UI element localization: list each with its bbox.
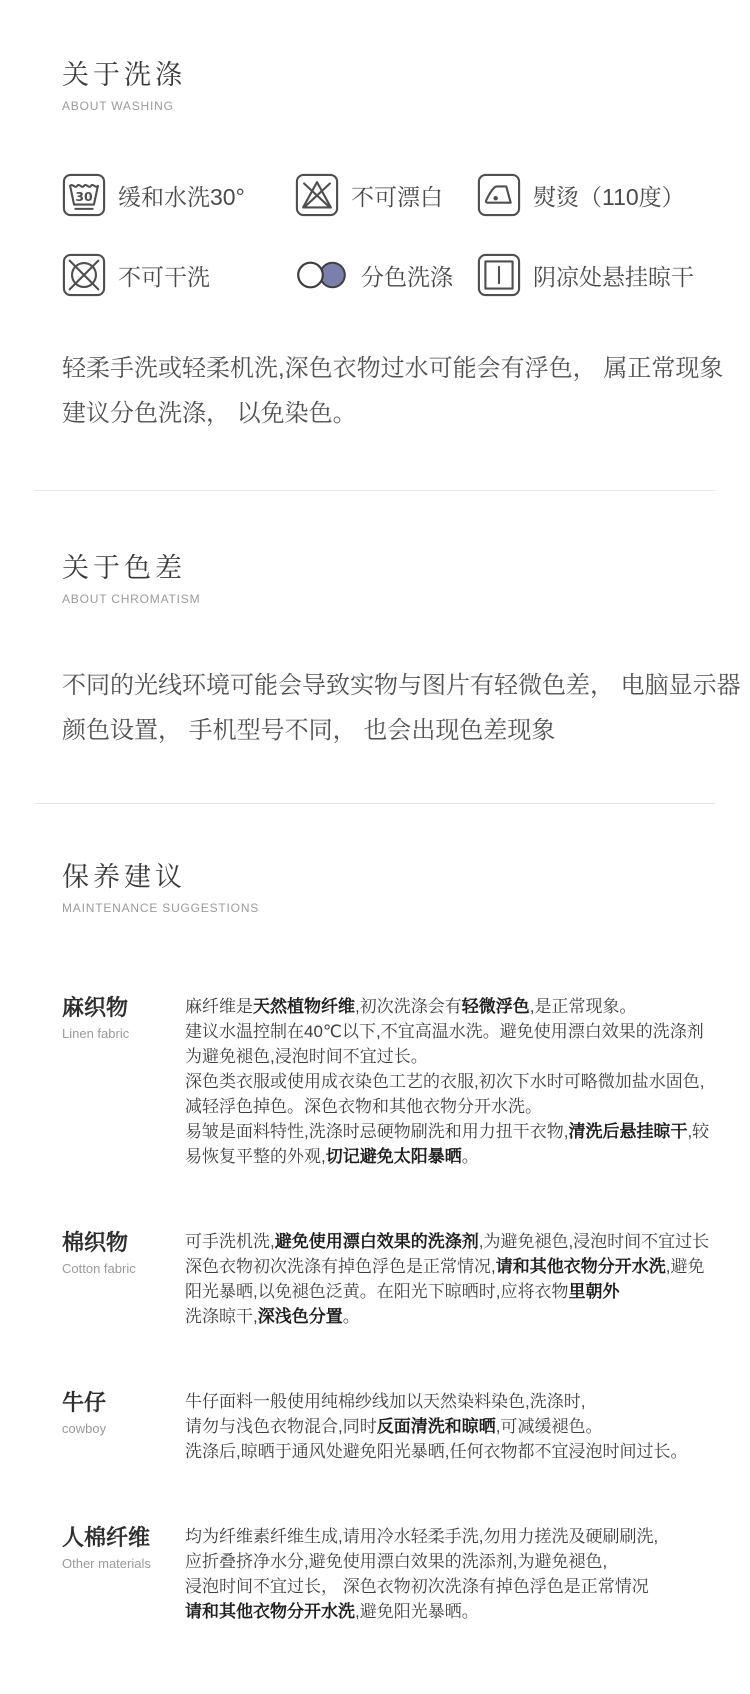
fabric-name-en: Linen fabric	[62, 1026, 130, 1041]
fabric-name-en: Other materials	[62, 1556, 151, 1571]
chromatism-section	[0, 491, 750, 753]
fabric-description-line: 应折叠挤净水分,避免使用漂白效果的洗添剂,为避免褪色,	[185, 1552, 608, 1571]
paragraph-line: 轻柔手洗或轻柔机洗,深色衣物过水可能会有浮色， 属正常现象	[62, 355, 724, 382]
fabric-description-line: 浸泡时间不宜过长， 深色衣物初次洗涤有掉色浮色是正常情况	[185, 1577, 649, 1596]
fabric-description-line: 减轻浮色掉色。深色衣物和其他衣物分开水洗。	[185, 1097, 542, 1116]
fabric-description-line: 易皱是面料特性,洗涤时忌硬物刷洗和用力扭干衣物,清洗后悬挂晾干,较	[185, 1122, 710, 1141]
washing-section-subtitle: ABOUT WASHING	[62, 99, 174, 113]
fabric-description	[185, 994, 709, 1169]
fabric-description	[185, 1389, 688, 1464]
fabric-description	[185, 1229, 709, 1329]
svg-text:30: 30	[75, 189, 93, 205]
chromatism-section-title: 关于色差	[62, 553, 186, 583]
wash-30-icon	[62, 173, 106, 217]
fabric-description-line: 均为纤维素纤维生成,请用冷水轻柔手洗,勿用力搓洗及硬刷刷洗,	[185, 1527, 659, 1546]
fabric-row	[62, 994, 710, 1169]
fabric-row	[62, 1389, 688, 1464]
fabric-description-line: 建议水温控制在40℃以下,不宜高温水洗。避免使用漂白效果的洗涤剂	[185, 1022, 704, 1041]
care-icon-label: 分色洗涤	[361, 263, 453, 290]
washing-section-title: 关于洗涤	[62, 60, 186, 90]
fabric-name: 牛仔	[62, 1390, 107, 1415]
paragraph-line: 建议分色洗涤， 以免染色。	[62, 400, 357, 427]
fabric-description-line: 请勿与浅色衣物混合,同时反面清洗和晾晒,可减缓褪色。	[185, 1417, 603, 1436]
fabric-list	[62, 994, 710, 1693]
care-icon-label: 不可漂白	[351, 183, 443, 210]
fabric-name-block	[62, 1389, 185, 1436]
fabric-name-en: cowboy	[62, 1421, 107, 1436]
maintenance-section-title: 保养建议	[62, 862, 186, 892]
care-icon-item	[62, 252, 295, 298]
chromatism-section-subtitle: ABOUT CHROMATISM	[62, 592, 201, 606]
iron-110-icon	[477, 173, 521, 217]
fabric-description-line: 洗涤后,晾晒于通风处避免阳光暴晒,任何衣物都不宜浸泡时间过长。	[185, 1442, 688, 1461]
fabric-name-block	[62, 1229, 185, 1276]
fabric-name: 人棉纤维	[62, 1525, 151, 1550]
care-icon-item	[477, 172, 694, 218]
hang-dry-shade-icon	[477, 253, 521, 297]
paragraph-line: 不同的光线环境可能会导致实物与图片有轻微色差， 电脑显示器	[62, 672, 741, 699]
washing-section	[0, 0, 750, 436]
care-icon-label: 熨烫（110度）	[533, 183, 685, 210]
fabric-description-line: 为避免褪色,浸泡时间不宜过长。	[185, 1047, 428, 1066]
care-icon-item	[477, 252, 694, 298]
fabric-description-line: 易恢复平整的外观,切记避免太阳暴晒。	[185, 1147, 479, 1166]
care-icon-grid	[62, 172, 694, 298]
fabric-description-line: 麻纤维是天然植物纤维,初次洗涤会有轻微浮色,是正常现象。	[185, 997, 637, 1016]
fabric-description-line: 阳光暴晒,以免褪色泛黄。在阳光下晾晒时,应将衣物里朝外	[185, 1282, 620, 1301]
care-icon-item	[295, 172, 477, 218]
maintenance-section	[0, 804, 750, 1693]
care-icon-label: 不可干洗	[118, 263, 210, 290]
fabric-description-line: 深色衣物初次洗涤有掉色浮色是正常情况,请和其他衣物分开水洗,避免	[185, 1257, 705, 1276]
fabric-row	[62, 1229, 710, 1329]
fabric-description-line: 深色类衣服或使用成衣染色工艺的衣服,初次下水时可略微加盐水固色,	[185, 1072, 705, 1091]
care-icon-label: 缓和水洗30°	[118, 183, 245, 210]
fabric-description	[185, 1524, 688, 1624]
fabric-description-line: 洗涤晾干,深浅色分置。	[185, 1307, 360, 1326]
fabric-name-en: Cotton fabric	[62, 1261, 136, 1276]
fabric-row	[62, 1524, 688, 1624]
care-icon-label: 阴凉处悬挂晾干	[533, 263, 694, 290]
care-icon-item	[62, 172, 295, 218]
no-bleach-icon	[295, 173, 339, 217]
care-icon-item	[295, 252, 477, 298]
chromatism-note	[62, 663, 741, 753]
fabric-description-line: 牛仔面料一般使用纯棉纱线加以天然染料染色,洗涤时,	[185, 1392, 586, 1411]
fabric-description-line: 可手洗机洗,避免使用漂白效果的洗涤剂,为避免褪色,浸泡时间不宜过长	[185, 1232, 710, 1251]
color-separate-icon	[295, 252, 349, 298]
washing-note	[62, 346, 724, 436]
fabric-description-line: 请和其他衣物分开水洗,避免阳光暴晒。	[185, 1602, 479, 1621]
paragraph-line: 颜色设置， 手机型号不同， 也会出现色差现象	[62, 717, 556, 744]
no-dry-clean-icon	[62, 253, 106, 297]
fabric-name: 棉织物	[62, 1230, 129, 1255]
maintenance-section-subtitle: MAINTENANCE SUGGESTIONS	[62, 901, 260, 915]
fabric-name-block	[62, 1524, 185, 1571]
fabric-name-block	[62, 994, 185, 1041]
fabric-name: 麻织物	[62, 995, 129, 1020]
